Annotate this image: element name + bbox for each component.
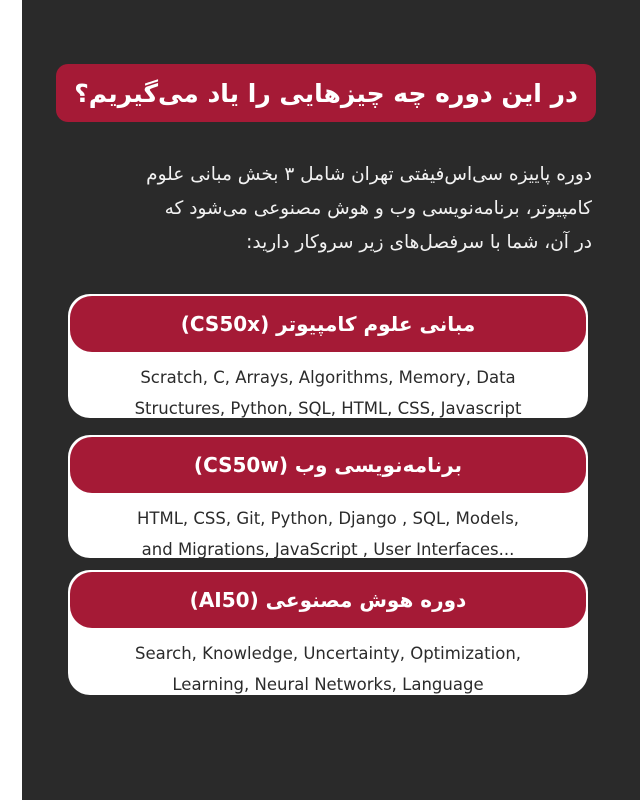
course-card-header (70, 296, 586, 352)
course-card-cs50x (68, 294, 588, 418)
topics-line: Search, Knowledge, Uncertainty, Optimization, (134, 644, 522, 663)
course-card-header (70, 437, 586, 493)
intro-line: در آن، شما با سرفصل‌های زیر سروکار دارید: (246, 232, 592, 253)
course-card-title: مبانی علوم کامپیوتر (CS50x) (180, 312, 476, 336)
topics-line: HTML, CSS, Git, Python, Django , SQL, Models, (136, 509, 520, 528)
intro-line: کامپیوتر، برنامه‌نویسی وب و هوش مصنوعی می‌شود که (164, 198, 592, 219)
course-card-ai50 (68, 570, 588, 695)
topics-line: Learning, Neural Networks, Language (172, 675, 484, 694)
page-title: در این دوره چه چیزهایی را یاد می‌گیریم؟ (74, 78, 578, 108)
course-card-topics (68, 630, 588, 695)
topics-line: and Migrations, JavaScript , User Interfaces... (141, 540, 515, 558)
course-card-topics (68, 495, 588, 558)
topics-line: Structures, Python, SQL, HTML, CSS, Javascript (134, 399, 522, 418)
page-title-banner (56, 64, 596, 122)
course-card-header (70, 572, 586, 628)
course-card-cs50w (68, 435, 588, 558)
course-card-title: برنامه‌نویسی وب (CS50w) (193, 453, 463, 477)
intro-paragraph (56, 158, 592, 260)
intro-line: دوره پاییزه سی‌اس‌فیفتی تهران شامل ۳ بخش مبانی علوم (146, 164, 592, 185)
course-card-title: دوره هوش مصنوعی (AI50) (189, 588, 467, 612)
topics-line: Scratch, C, Arrays, Algorithms, Memory, Data (140, 368, 516, 387)
course-card-topics (68, 354, 588, 418)
